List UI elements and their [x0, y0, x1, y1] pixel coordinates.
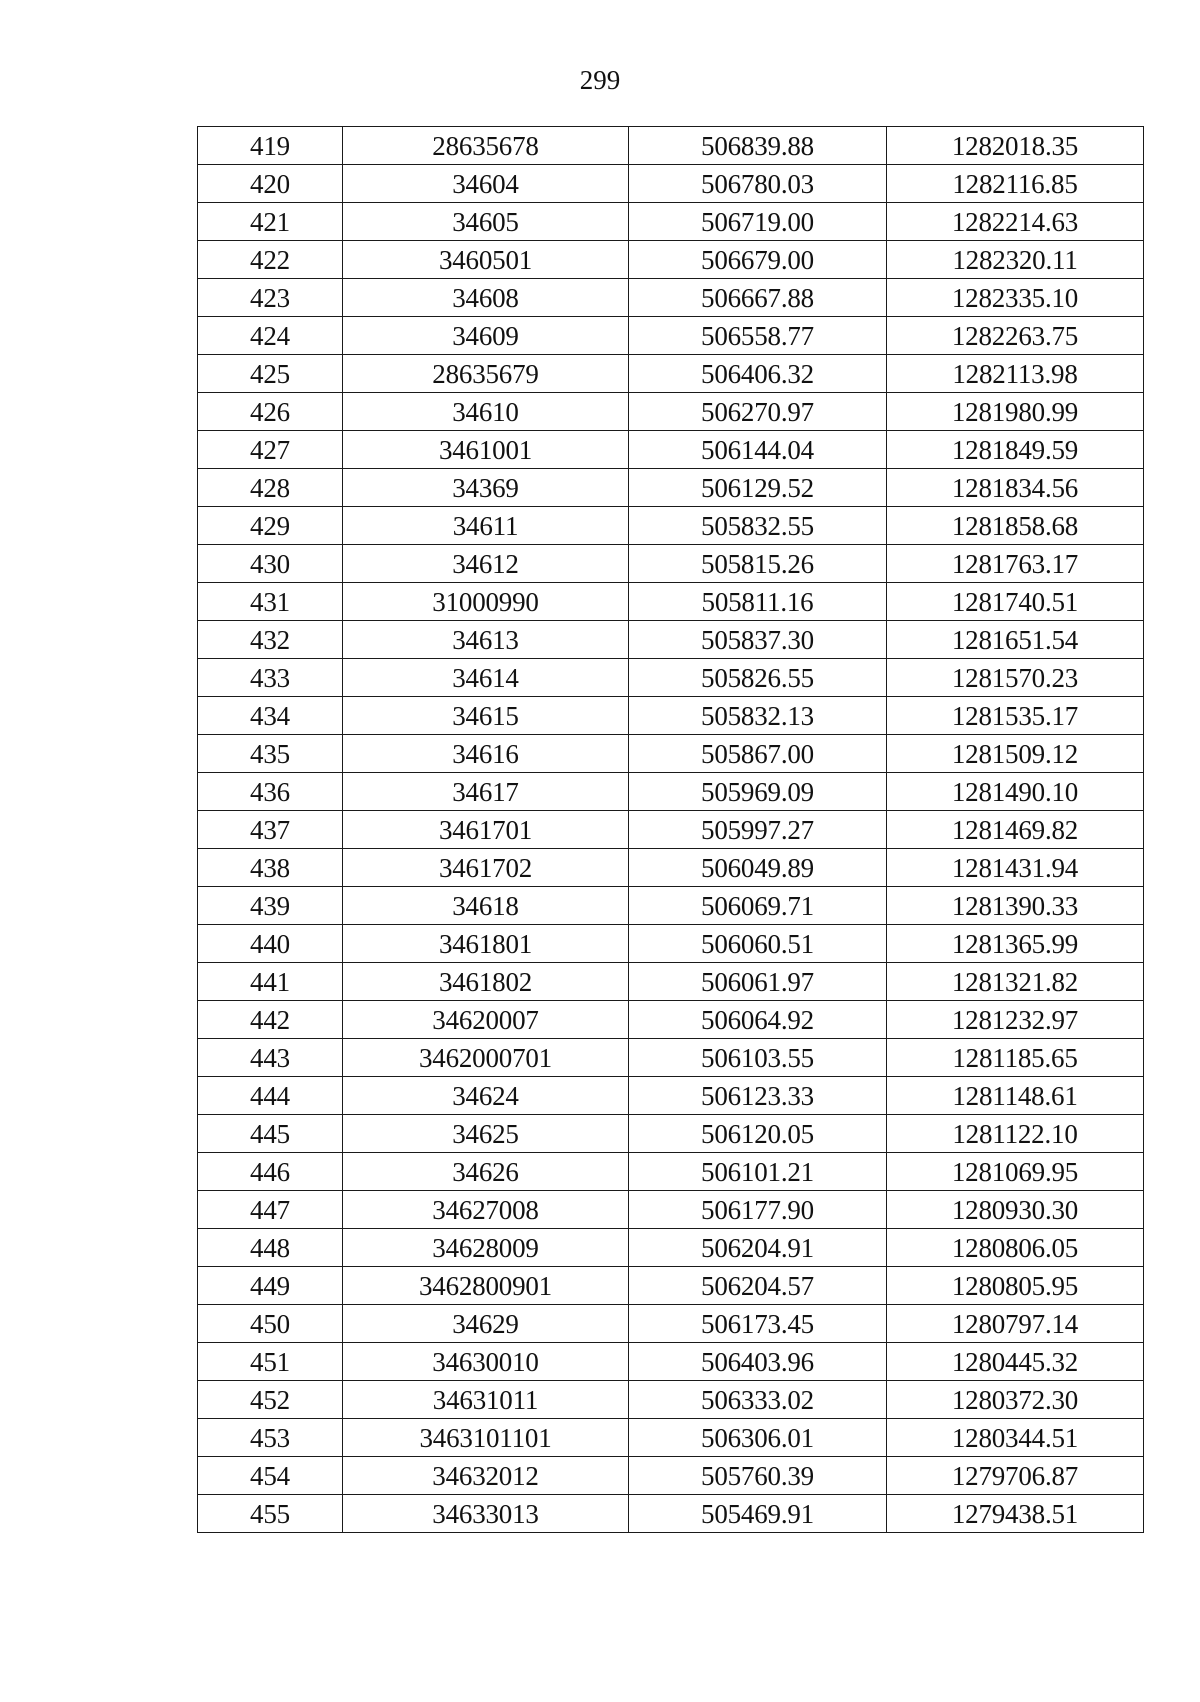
table-row: [198, 1457, 1144, 1495]
point-number-cell: 420: [198, 165, 343, 203]
table-row: [198, 811, 1144, 849]
table-row: [198, 1229, 1144, 1267]
x-coordinate-cell: 505469.91: [629, 1495, 887, 1533]
x-coordinate-cell: 506069.71: [629, 887, 887, 925]
point-id-cell: 34610: [343, 393, 629, 431]
table-row: [198, 583, 1144, 621]
point-id-cell: 3461801: [343, 925, 629, 963]
x-coordinate-cell: 506049.89: [629, 849, 887, 887]
point-number-cell: 432: [198, 621, 343, 659]
point-id-cell: 34612: [343, 545, 629, 583]
point-id-cell: 34631011: [343, 1381, 629, 1419]
y-coordinate-cell: 1281763.17: [887, 545, 1144, 583]
table-row: [198, 887, 1144, 925]
table-row: [198, 697, 1144, 735]
point-id-cell: 34624: [343, 1077, 629, 1115]
y-coordinate-cell: 1281321.82: [887, 963, 1144, 1001]
point-id-cell: 3462800901: [343, 1267, 629, 1305]
table-row: [198, 241, 1144, 279]
point-number-cell: 455: [198, 1495, 343, 1533]
point-id-cell: 34620007: [343, 1001, 629, 1039]
x-coordinate-cell: 506103.55: [629, 1039, 887, 1077]
x-coordinate-cell: 505815.26: [629, 545, 887, 583]
point-number-cell: 438: [198, 849, 343, 887]
x-coordinate-cell: 506123.33: [629, 1077, 887, 1115]
point-id-cell: 34617: [343, 773, 629, 811]
y-coordinate-cell: 1281980.99: [887, 393, 1144, 431]
y-coordinate-cell: 1280805.95: [887, 1267, 1144, 1305]
point-number-cell: 443: [198, 1039, 343, 1077]
point-number-cell: 454: [198, 1457, 343, 1495]
x-coordinate-cell: 506270.97: [629, 393, 887, 431]
y-coordinate-cell: 1281509.12: [887, 735, 1144, 773]
x-coordinate-cell: 506719.00: [629, 203, 887, 241]
point-id-cell: 3460501: [343, 241, 629, 279]
table-row: [198, 279, 1144, 317]
point-number-cell: 450: [198, 1305, 343, 1343]
point-number-cell: 431: [198, 583, 343, 621]
x-coordinate-cell: 506406.32: [629, 355, 887, 393]
point-id-cell: 3461802: [343, 963, 629, 1001]
table-row: [198, 621, 1144, 659]
y-coordinate-cell: 1281185.65: [887, 1039, 1144, 1077]
y-coordinate-cell: 1282335.10: [887, 279, 1144, 317]
y-coordinate-cell: 1281651.54: [887, 621, 1144, 659]
point-id-cell: 3462000701: [343, 1039, 629, 1077]
table-row: [198, 1343, 1144, 1381]
point-number-cell: 437: [198, 811, 343, 849]
table-row: [198, 355, 1144, 393]
x-coordinate-cell: 506679.00: [629, 241, 887, 279]
point-number-cell: 447: [198, 1191, 343, 1229]
y-coordinate-cell: 1281148.61: [887, 1077, 1144, 1115]
x-coordinate-cell: 506333.02: [629, 1381, 887, 1419]
point-number-cell: 424: [198, 317, 343, 355]
table-row: [198, 1191, 1144, 1229]
point-id-cell: 34604: [343, 165, 629, 203]
point-id-cell: 34605: [343, 203, 629, 241]
point-number-cell: 451: [198, 1343, 343, 1381]
y-coordinate-cell: 1280930.30: [887, 1191, 1144, 1229]
y-coordinate-cell: 1281365.99: [887, 925, 1144, 963]
point-id-cell: 3461702: [343, 849, 629, 887]
point-number-cell: 445: [198, 1115, 343, 1153]
x-coordinate-cell: 506403.96: [629, 1343, 887, 1381]
x-coordinate-cell: 505867.00: [629, 735, 887, 773]
table-row: [198, 925, 1144, 963]
y-coordinate-cell: 1281858.68: [887, 507, 1144, 545]
point-number-cell: 448: [198, 1229, 343, 1267]
point-id-cell: 28635678: [343, 127, 629, 165]
coordinates-table: [197, 126, 1144, 1533]
table-row: [198, 1305, 1144, 1343]
table-row: [198, 1267, 1144, 1305]
y-coordinate-cell: 1281390.33: [887, 887, 1144, 925]
table-row: [198, 1039, 1144, 1077]
table-row: [198, 735, 1144, 773]
point-id-cell: 34611: [343, 507, 629, 545]
y-coordinate-cell: 1281834.56: [887, 469, 1144, 507]
point-number-cell: 435: [198, 735, 343, 773]
x-coordinate-cell: 506306.01: [629, 1419, 887, 1457]
point-id-cell: 34628009: [343, 1229, 629, 1267]
table-row: [198, 203, 1144, 241]
point-id-cell: 34609: [343, 317, 629, 355]
point-id-cell: 34615: [343, 697, 629, 735]
x-coordinate-cell: 506204.91: [629, 1229, 887, 1267]
y-coordinate-cell: 1282263.75: [887, 317, 1144, 355]
y-coordinate-cell: 1281469.82: [887, 811, 1144, 849]
point-id-cell: 34369: [343, 469, 629, 507]
point-number-cell: 433: [198, 659, 343, 697]
point-id-cell: 34633013: [343, 1495, 629, 1533]
table-row: [198, 317, 1144, 355]
point-number-cell: 440: [198, 925, 343, 963]
point-id-cell: 34618: [343, 887, 629, 925]
point-number-cell: 430: [198, 545, 343, 583]
point-number-cell: 444: [198, 1077, 343, 1115]
x-coordinate-cell: 505837.30: [629, 621, 887, 659]
x-coordinate-cell: 506558.77: [629, 317, 887, 355]
point-number-cell: 419: [198, 127, 343, 165]
point-id-cell: 34616: [343, 735, 629, 773]
point-number-cell: 422: [198, 241, 343, 279]
x-coordinate-cell: 506120.05: [629, 1115, 887, 1153]
point-id-cell: 34627008: [343, 1191, 629, 1229]
x-coordinate-cell: 506839.88: [629, 127, 887, 165]
point-number-cell: 427: [198, 431, 343, 469]
point-id-cell: 3463101101: [343, 1419, 629, 1457]
x-coordinate-cell: 506060.51: [629, 925, 887, 963]
table-row: [198, 469, 1144, 507]
table-row: [198, 507, 1144, 545]
x-coordinate-cell: 506101.21: [629, 1153, 887, 1191]
table-row: [198, 1153, 1144, 1191]
table-row: [198, 1495, 1144, 1533]
table-row: [198, 545, 1144, 583]
point-number-cell: 426: [198, 393, 343, 431]
x-coordinate-cell: 506061.97: [629, 963, 887, 1001]
x-coordinate-cell: 506144.04: [629, 431, 887, 469]
y-coordinate-cell: 1281570.23: [887, 659, 1144, 697]
y-coordinate-cell: 1280797.14: [887, 1305, 1144, 1343]
x-coordinate-cell: 505969.09: [629, 773, 887, 811]
point-id-cell: 34632012: [343, 1457, 629, 1495]
table-row: [198, 963, 1144, 1001]
point-number-cell: 428: [198, 469, 343, 507]
y-coordinate-cell: 1281740.51: [887, 583, 1144, 621]
point-number-cell: 436: [198, 773, 343, 811]
x-coordinate-cell: 505826.55: [629, 659, 887, 697]
y-coordinate-cell: 1281122.10: [887, 1115, 1144, 1153]
point-number-cell: 423: [198, 279, 343, 317]
table-row: [198, 431, 1144, 469]
y-coordinate-cell: 1280344.51: [887, 1419, 1144, 1457]
x-coordinate-cell: 505997.27: [629, 811, 887, 849]
x-coordinate-cell: 506129.52: [629, 469, 887, 507]
point-id-cell: 34630010: [343, 1343, 629, 1381]
y-coordinate-cell: 1281069.95: [887, 1153, 1144, 1191]
page-number: 299: [579, 65, 621, 95]
y-coordinate-cell: 1281849.59: [887, 431, 1144, 469]
y-coordinate-cell: 1281431.94: [887, 849, 1144, 887]
y-coordinate-cell: 1282018.35: [887, 127, 1144, 165]
coordinates-table-body: [198, 127, 1144, 1533]
point-id-cell: 3461001: [343, 431, 629, 469]
y-coordinate-cell: 1280372.30: [887, 1381, 1144, 1419]
y-coordinate-cell: 1280445.32: [887, 1343, 1144, 1381]
point-id-cell: 34629: [343, 1305, 629, 1343]
y-coordinate-cell: 1282320.11: [887, 241, 1144, 279]
y-coordinate-cell: 1281490.10: [887, 773, 1144, 811]
table-row: [198, 1077, 1144, 1115]
x-coordinate-cell: 505760.39: [629, 1457, 887, 1495]
point-number-cell: 452: [198, 1381, 343, 1419]
x-coordinate-cell: 506173.45: [629, 1305, 887, 1343]
point-id-cell: 3461701: [343, 811, 629, 849]
y-coordinate-cell: 1279438.51: [887, 1495, 1144, 1533]
x-coordinate-cell: 506204.57: [629, 1267, 887, 1305]
x-coordinate-cell: 505832.55: [629, 507, 887, 545]
y-coordinate-cell: 1282214.63: [887, 203, 1144, 241]
point-id-cell: 34625: [343, 1115, 629, 1153]
y-coordinate-cell: 1281232.97: [887, 1001, 1144, 1039]
x-coordinate-cell: 506667.88: [629, 279, 887, 317]
table-row: [198, 1115, 1144, 1153]
point-id-cell: 34613: [343, 621, 629, 659]
x-coordinate-cell: 505811.16: [629, 583, 887, 621]
x-coordinate-cell: 506064.92: [629, 1001, 887, 1039]
point-number-cell: 446: [198, 1153, 343, 1191]
point-number-cell: 439: [198, 887, 343, 925]
table-row: [198, 1381, 1144, 1419]
table-row: [198, 165, 1144, 203]
point-number-cell: 441: [198, 963, 343, 1001]
point-number-cell: 425: [198, 355, 343, 393]
x-coordinate-cell: 505832.13: [629, 697, 887, 735]
table-row: [198, 127, 1144, 165]
table-row: [198, 849, 1144, 887]
y-coordinate-cell: 1279706.87: [887, 1457, 1144, 1495]
point-number-cell: 449: [198, 1267, 343, 1305]
point-number-cell: 442: [198, 1001, 343, 1039]
point-id-cell: 34626: [343, 1153, 629, 1191]
point-number-cell: 421: [198, 203, 343, 241]
table-row: [198, 773, 1144, 811]
x-coordinate-cell: 506177.90: [629, 1191, 887, 1229]
x-coordinate-cell: 506780.03: [629, 165, 887, 203]
table-row: [198, 393, 1144, 431]
point-id-cell: 31000990: [343, 583, 629, 621]
y-coordinate-cell: 1282113.98: [887, 355, 1144, 393]
point-id-cell: 28635679: [343, 355, 629, 393]
table-row: [198, 659, 1144, 697]
y-coordinate-cell: 1282116.85: [887, 165, 1144, 203]
y-coordinate-cell: 1281535.17: [887, 697, 1144, 735]
point-number-cell: 429: [198, 507, 343, 545]
point-number-cell: 453: [198, 1419, 343, 1457]
y-coordinate-cell: 1280806.05: [887, 1229, 1144, 1267]
table-row: [198, 1001, 1144, 1039]
point-id-cell: 34608: [343, 279, 629, 317]
point-id-cell: 34614: [343, 659, 629, 697]
table-row: [198, 1419, 1144, 1457]
point-number-cell: 434: [198, 697, 343, 735]
